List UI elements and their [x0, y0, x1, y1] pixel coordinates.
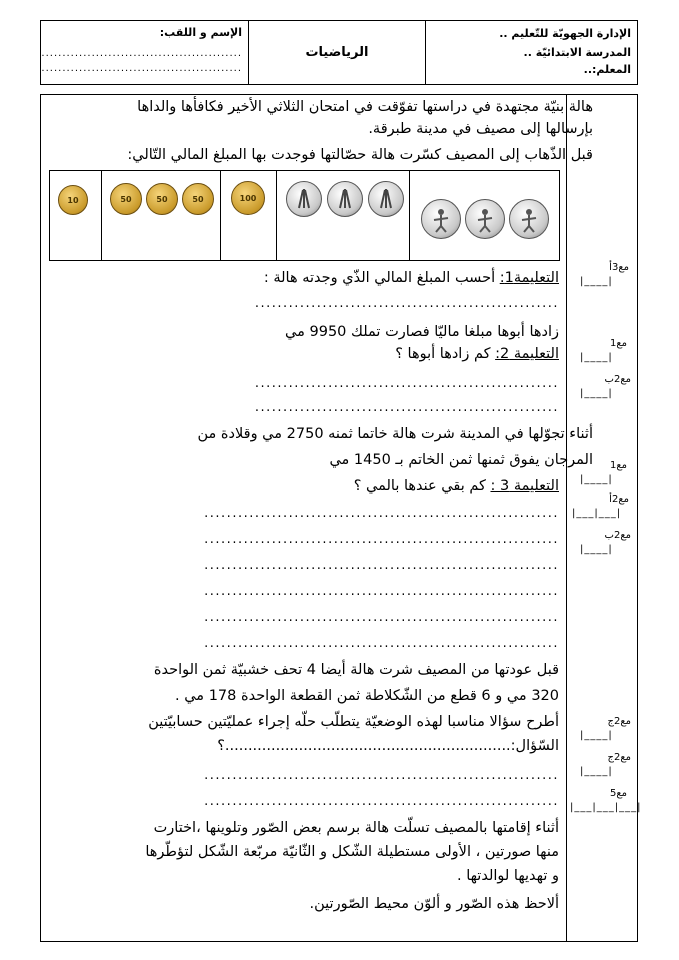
criterion-2b-2-boxes[interactable]: |____| — [580, 544, 613, 555]
criterion-2b-boxes[interactable]: |____| — [580, 388, 613, 399]
coin-silver-wheat — [327, 181, 363, 217]
task3-intro-2: المرجان يفوق ثمنها ثمن الخاتم بـ 1450 مي — [329, 452, 593, 468]
task3-answer-line[interactable]: ............................................................... — [204, 532, 559, 547]
header-name-cell — [41, 21, 248, 84]
task2-text — [395, 344, 559, 365]
coin-silver-figure — [509, 199, 549, 239]
task4-answer-line[interactable]: ............................................................... — [204, 794, 559, 809]
teacher-label: المعلم:.. — [583, 63, 631, 76]
criterion-2j-boxes[interactable]: |____| — [580, 730, 613, 741]
criterion-1b-boxes[interactable]: |____| — [580, 474, 613, 485]
task1-text — [264, 268, 559, 289]
subject-title: الرياضيات — [305, 45, 369, 60]
task3-question: كم بقي عندها بالمي ؟ — [353, 478, 486, 494]
criterion-1-boxes[interactable]: |____| — [580, 352, 613, 363]
criterion-2j-2: مع2ج — [607, 752, 631, 763]
coin-silver-figure — [421, 199, 461, 239]
task2-question: كم زادها أبوها ؟ — [395, 346, 491, 362]
criterion-2b: مع2ب — [604, 374, 631, 385]
task3-intro-1: أثناء تجوّلها في المدينة شرت هالة خاتما ثمنه 2750 مي وقلادة من — [197, 426, 593, 442]
task4-answer-line[interactable]: ............................................................... — [204, 768, 559, 783]
criterion-2j-2-boxes[interactable]: |____| — [580, 766, 613, 777]
task1-label: التعليمة1: — [499, 270, 559, 286]
coin-silver-figure — [465, 199, 505, 239]
task3-answer-line[interactable]: ............................................................... — [204, 610, 559, 625]
criteria-divider — [566, 94, 567, 942]
task1-answer-line[interactable]: ...................................................... — [254, 296, 559, 311]
task3-answer-line[interactable]: ............................................................... — [204, 506, 559, 521]
criterion-2a-boxes[interactable]: |___|___| — [572, 508, 622, 519]
task3-answer-line[interactable]: ............................................................... — [204, 636, 559, 651]
task3-answer-line[interactable]: ............................................................... — [204, 558, 559, 573]
task5-line-4: ألاحظ هذه الصّور و ألوّن محيط الصّورتين. — [309, 896, 559, 912]
admin-label: الإدارة الجهويّة للتّعليم .. — [499, 27, 631, 40]
criterion-2a: مع2أ — [609, 494, 629, 505]
task2-label: التعليمة 2: — [495, 346, 559, 362]
criterion-5-boxes[interactable]: |___|___|___| — [570, 802, 642, 813]
coin-50: 50 — [182, 183, 214, 215]
criterion-2j: مع2ج — [607, 716, 631, 727]
task4-line-3: أطرح سؤالا مناسبا لهذه الوضعيّة يتطلّب حلّه إجراء عمليّتين حسابيّتين — [148, 714, 559, 730]
task3-text — [354, 476, 559, 497]
coin-silver-wheat — [286, 181, 322, 217]
task5-line-2: منها صورتين ، الأولى مستطيلة الشّكل و الثّانيّة مربّعة الشّكل لتؤطّرها — [145, 844, 559, 860]
coin-50: 50 — [110, 183, 142, 215]
criterion-3a-boxes[interactable]: |____| — [580, 276, 613, 287]
task4-line-2: 320 مي و 6 قطع من الشّكلاطة ثمن القطعة الواحدة 178 مي . — [175, 688, 559, 704]
name-dots-1[interactable]: ................................................ — [41, 48, 242, 59]
task4-line-1: قبل عودتها من المصيف شرت هالة أيضا 4 تحف خشبيّة ثمن الواحدة — [153, 662, 559, 678]
coin-50: 50 — [146, 183, 178, 215]
task2-answer-line[interactable]: ...................................................... — [254, 376, 559, 391]
school-label: المدرسة الابتدائيّة .. — [523, 46, 631, 59]
task3-label: التعليمة 3 : — [490, 478, 559, 494]
criterion-3a: مع3أ — [609, 262, 629, 273]
criterion-1b: مع1 — [609, 460, 627, 471]
name-label: الإسم و اللقب: — [159, 26, 242, 39]
criterion-2b-2: مع2ب — [604, 530, 631, 541]
header-table — [40, 20, 638, 85]
header-school-info — [425, 21, 637, 84]
task4-question-line[interactable]: السّؤال:..............................................................؟ — [217, 738, 559, 754]
intro-line-2: بإرسالها إلى مصيف في مدينة طبرقة. — [368, 121, 593, 137]
task1-question: أحسب المبلغ المالي الذّي وجدته هالة : — [263, 270, 496, 286]
coin-10: 10 — [58, 185, 88, 215]
coins-table — [49, 170, 560, 261]
intro-line-3: قبل الذّهاب إلى المصيف كسّرت هالة حصّالتها فوجدت بها المبلغ المالي التّالي: — [127, 147, 593, 163]
header-subject-cell — [248, 21, 425, 84]
criterion-1: مع1 — [609, 338, 627, 349]
task5-line-1: أثناء إقامتها بالمصيف تسلّت هالة برسم بعض الصّور وتلوينها ،اختارت — [153, 820, 559, 836]
coin-silver-wheat — [368, 181, 404, 217]
criterion-5: مع5 — [609, 788, 627, 799]
task2-intro: زادها أبوها مبلغا ماليّا فصارت تملك 9950 مي — [285, 324, 559, 340]
name-dots-2[interactable]: ................................................ — [41, 63, 242, 74]
coin-100: 100 — [231, 181, 265, 215]
task2-answer-line[interactable]: ...................................................... — [254, 400, 559, 415]
task3-answer-line[interactable]: ............................................................... — [204, 584, 559, 599]
task5-line-3: و تهديها لوالدتها . — [456, 868, 559, 884]
intro-line-1: هالة بنيّة مجتهدة في دراستها تفوّقت في امتحان الثلاثي الأخير فكافأها والداها — [137, 99, 593, 115]
